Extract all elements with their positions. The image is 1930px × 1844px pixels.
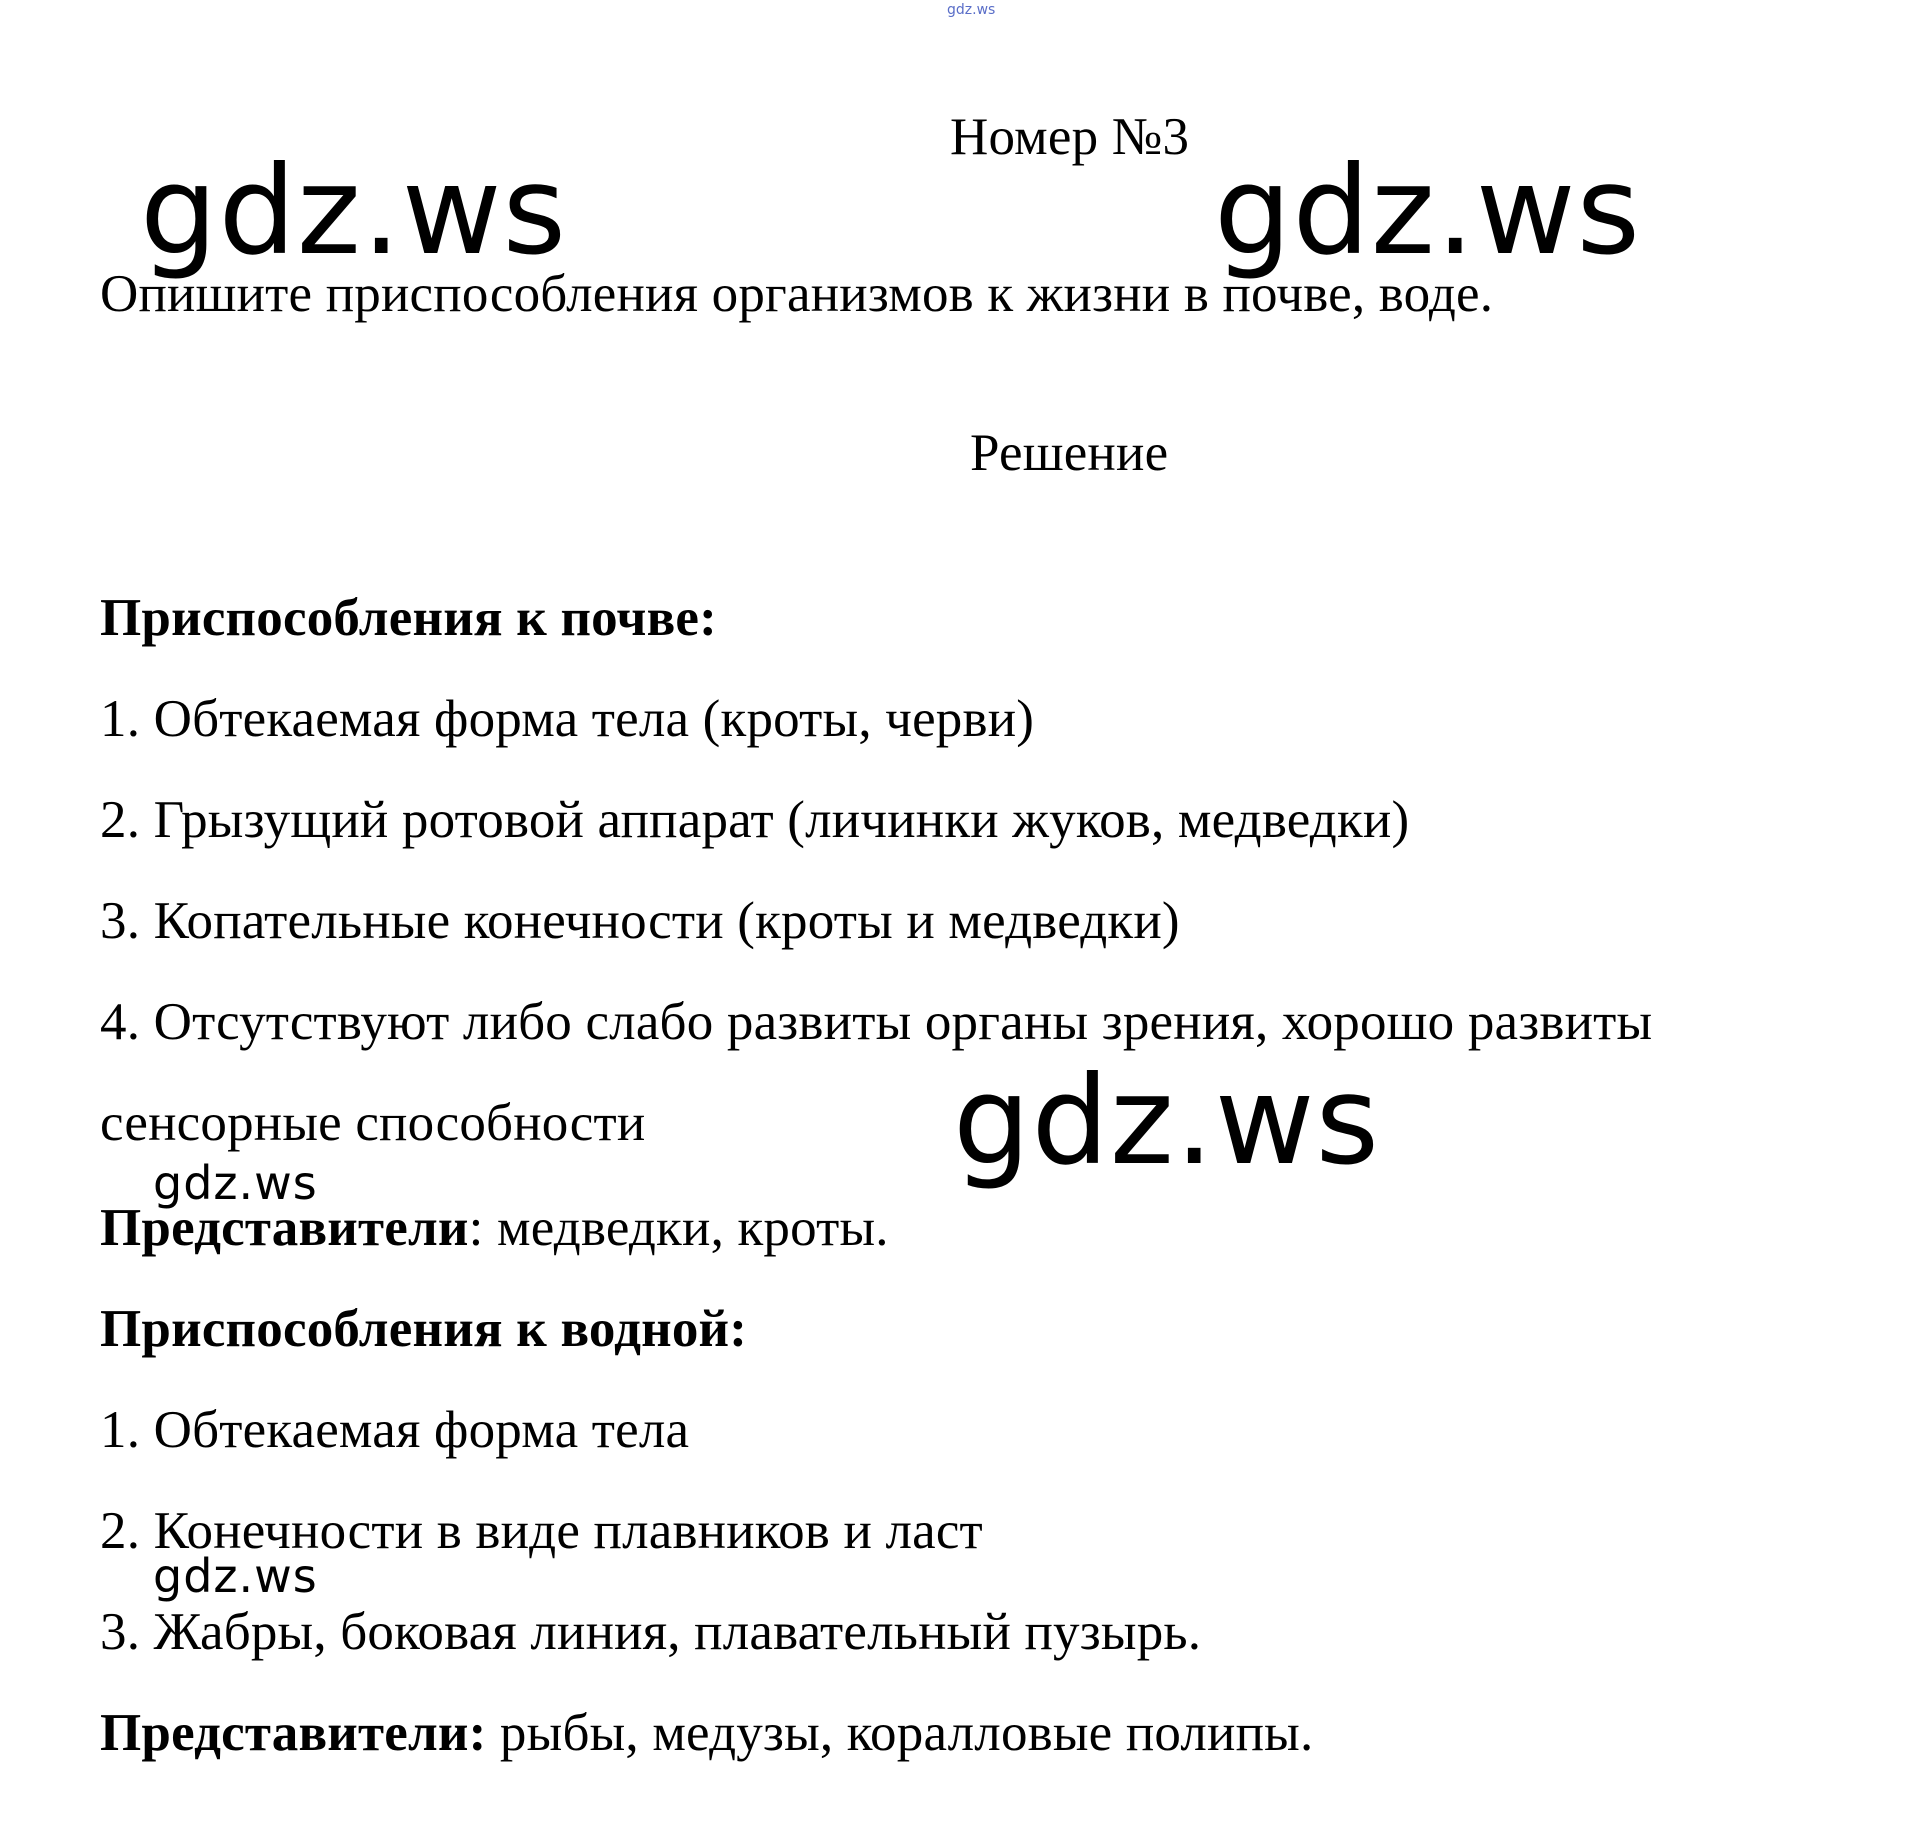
- water-item-2: 2. Конечности в виде плавников и ласт: [100, 1502, 983, 1560]
- task-number-title: Номер №3: [950, 108, 1190, 166]
- solution-title: Решение: [970, 424, 1169, 482]
- soil-item-2: 2. Грызущий ротовой аппарат (личинки жуков, медведки): [100, 791, 1410, 849]
- task-question: Опишите приспособления организмов к жизни в почве, воде.: [100, 265, 1494, 323]
- soil-representatives-text: : медведки, кроты.: [468, 1199, 889, 1257]
- soil-heading: Приспособления к почве:: [100, 589, 717, 647]
- soil-representatives-label: Представители: [100, 1199, 469, 1257]
- soil-item-3: 3. Копательные конечности (кроты и медведки): [100, 892, 1180, 950]
- water-representatives-label: Представители:: [100, 1704, 487, 1762]
- watermark-top-tiny: gdz.ws: [947, 2, 996, 18]
- watermark-big-right: gdz.ws: [1214, 140, 1642, 282]
- water-item-1: 1. Обтекаемая форма тела: [100, 1401, 690, 1459]
- water-heading: Приспособления к водной:: [100, 1300, 748, 1358]
- watermark-big-left: gdz.ws: [140, 140, 568, 282]
- water-representatives-text: рыбы, медузы, коралловые полипы.: [486, 1704, 1314, 1762]
- water-item-3: 3. Жабры, боковая линия, плавательный пузырь.: [100, 1603, 1202, 1661]
- watermark-small-1: gdz.ws: [153, 1156, 318, 1210]
- water-representatives: [100, 1704, 1314, 1762]
- soil-item-1: 1. Обтекаемая форма тела (кроты, черви): [100, 690, 1035, 748]
- watermark-big-middle: gdz.ws: [953, 1050, 1381, 1192]
- soil-item-4-continuation: сенсорные способности: [100, 1094, 646, 1152]
- watermark-small-2: gdz.ws: [153, 1549, 318, 1603]
- soil-representatives: [100, 1199, 889, 1257]
- soil-item-4: 4. Отсутствуют либо слабо развиты органы зрения, хорошо развиты: [100, 993, 1653, 1051]
